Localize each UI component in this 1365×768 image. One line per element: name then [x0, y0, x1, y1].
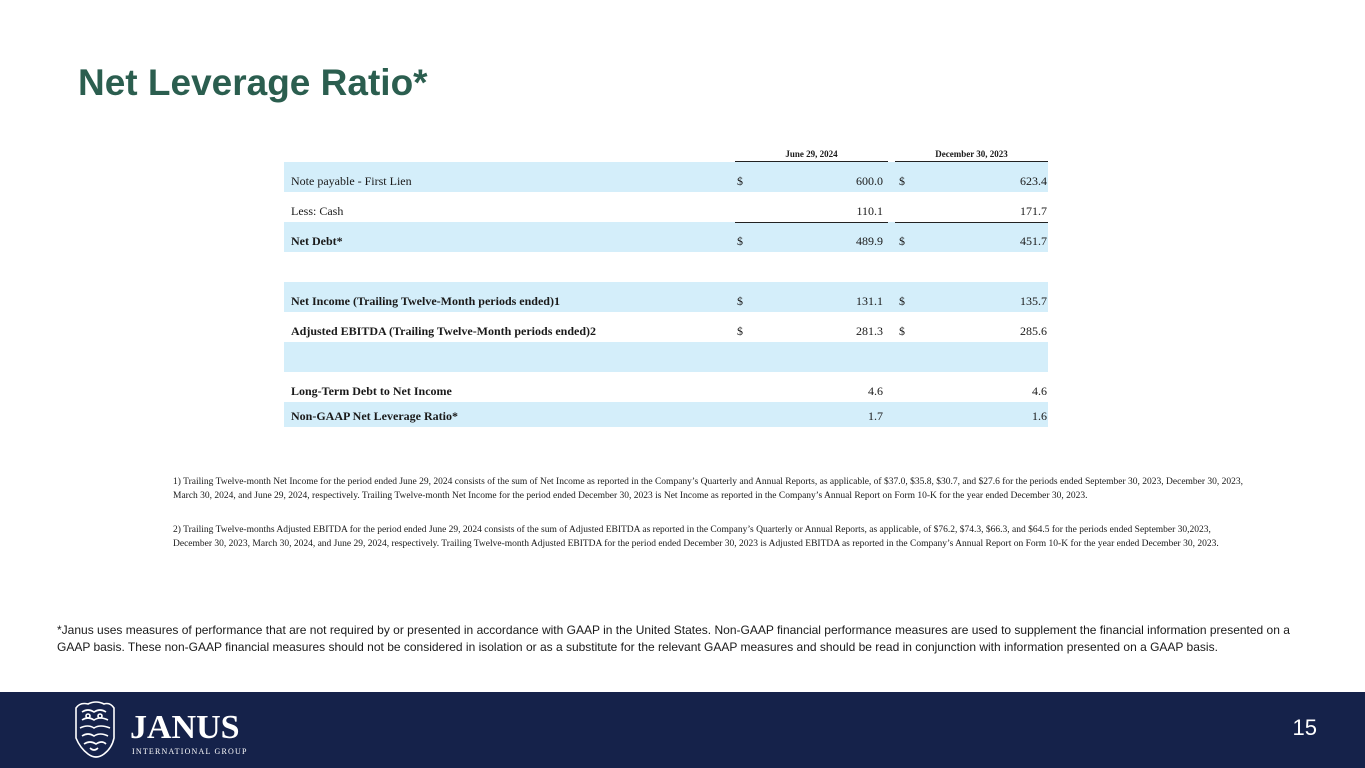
value-december-2023: 171.7 — [1020, 204, 1047, 218]
value-june-2024: 110.1 — [856, 204, 883, 218]
table-header — [284, 140, 1048, 162]
subtotal-rule — [895, 222, 1048, 223]
value-december-2023: 623.4 — [1020, 174, 1047, 188]
value-june-2024: 281.3 — [856, 324, 883, 338]
currency-symbol: $ — [899, 324, 905, 338]
currency-symbol: $ — [737, 174, 743, 188]
column-header-june-2024: June 29, 2024 — [735, 149, 888, 162]
janus-lion-emblem-icon — [76, 702, 114, 757]
column-header-december-2023: December 30, 2023 — [895, 149, 1048, 162]
currency-symbol: $ — [899, 234, 905, 248]
brand-name: JANUS — [130, 709, 240, 746]
page-number: 15 — [1292, 715, 1317, 740]
value-june-2024: 489.9 — [856, 234, 883, 248]
non-gaap-disclaimer: *Janus uses measures of performance that are not required by or presented in accordance with GAAP in the United States. Non-GAAP financial performance measures are used to supplement the financial information presented on a GAAP basis. These non-GAAP financial measures should not be considered in isolation or as a substitute for the relevant GAAP measures and should be read in conjunction with information presented on a GAAP basis. — [57, 623, 1290, 654]
value-june-2024: 4.6 — [868, 384, 883, 398]
value-december-2023: 135.7 — [1020, 294, 1047, 308]
footnote-1: 1) Trailing Twelve-month Net Income for the period ended June 29, 2024 consists of the sum of Net Income as reported in the Company’s Quarterly and Annual Reports, as applicable, of $37.0, $35.8, $30.7, and $27.6 for the periods ended September 30, 2023, December 30, 2023, March 30, 2024, and June 29, 2024, respectively. Trailing Twelve-month Net Income for the period ended December 30, 2023 is Net Income as reported in the Company’s Annual Report on Form 10-K for the year ended December 30, 2023. — [173, 477, 1244, 501]
row-label: Net Income (Trailing Twelve-Month periods ended)1 — [291, 294, 560, 308]
row-label: Note payable - First Lien — [291, 174, 412, 188]
footer-bar — [0, 692, 1365, 768]
table-row-spacer — [284, 252, 1048, 282]
value-december-2023: 285.6 — [1020, 324, 1047, 338]
value-june-2024: 131.1 — [856, 294, 883, 308]
table-row-less-cash — [284, 192, 1048, 222]
row-label: Adjusted EBITDA (Trailing Twelve-Month periods ended)2 — [291, 324, 597, 338]
currency-symbol: $ — [899, 174, 905, 188]
table-row-note-payable — [284, 162, 1048, 192]
page-title: Net Leverage Ratio* — [78, 62, 428, 103]
value-june-2024: 1.7 — [868, 409, 883, 423]
table-row-net-debt — [284, 222, 1048, 252]
footnote-2: 2) Trailing Twelve-months Adjusted EBITDA for the period ended June 29, 2024 consists of the sum of Adjusted EBITDA as reported in the Company’s Quarterly or Annual Reports, as applicable, of $76.2, $74.3, $66.3, and $64.5 for the periods ended September 30,2023, December 30, 2023, March 30, 2024, and June 29, 2024, respectively. Trailing Twelve-month Adjusted EBITDA for the period ended December 30, 2023 is Adjusted EBITDA as reported in the Company’s Annual Report on Form 10-K for the year ended December 30, 2023. — [173, 525, 1219, 549]
currency-symbol: $ — [737, 234, 743, 248]
table-row-debt-to-net-income — [284, 372, 1048, 402]
subtotal-rule — [735, 222, 888, 223]
brand-subtitle: INTERNATIONAL GROUP — [132, 747, 248, 756]
table-row-net-income — [284, 282, 1048, 312]
table-row-adjusted-ebitda — [284, 312, 1048, 342]
janus-logo — [70, 698, 275, 762]
value-december-2023: 4.6 — [1032, 384, 1047, 398]
row-label: Net Debt* — [291, 234, 343, 248]
table-row-net-leverage-ratio — [284, 402, 1048, 427]
row-label: Long-Term Debt to Net Income — [291, 384, 452, 398]
value-june-2024: 600.0 — [856, 174, 883, 188]
net-leverage-table — [284, 140, 1048, 427]
value-december-2023: 451.7 — [1020, 234, 1047, 248]
table-row-spacer — [284, 342, 1048, 372]
currency-symbol: $ — [737, 324, 743, 338]
currency-symbol: $ — [737, 294, 743, 308]
value-december-2023: 1.6 — [1032, 409, 1047, 423]
row-label: Non-GAAP Net Leverage Ratio* — [291, 409, 458, 423]
row-label: Less: Cash — [291, 204, 344, 218]
currency-symbol: $ — [899, 294, 905, 308]
